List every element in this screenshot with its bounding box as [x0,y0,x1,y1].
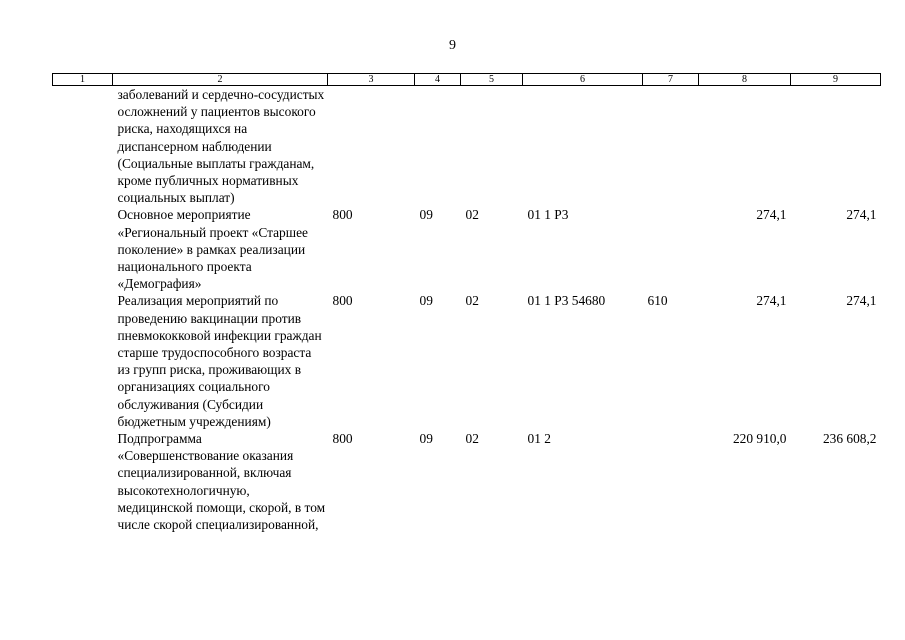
cell-index [53,86,113,207]
column-header-5: 5 [461,74,523,86]
column-header-7: 7 [643,74,699,86]
table-body [53,86,881,534]
cell-name: заболеваний и сердечно-сосудистых осложнений у пациентов высокого риска, находящихся на диспансерном наблюдении (Социальные выплаты гражданам, кроме публичных нормативных социальных выплат) [117,87,325,206]
cell-expense-type [643,86,699,207]
cell-target-article: 01 1 P3 54680 [527,293,606,309]
cell-amount-2: 274,1 [846,207,877,223]
cell-ministry-code: 800 [332,431,353,447]
header-row [53,74,881,86]
cell-subsection [461,86,523,207]
cell-expense-type [643,430,699,533]
cell-index [53,206,113,292]
budget-table [52,73,881,533]
cell-section: 09 [419,207,433,223]
table-row [53,86,881,207]
cell-index [53,292,113,430]
cell-amount-1: 274,1 [756,293,787,309]
column-header-3: 3 [328,74,415,86]
cell-amount-1: 274,1 [756,207,787,223]
cell-name: Подпрограмма «Совершенствование оказания специализированной, включая высокотехнологичную, медицинской помощи, скорой, в том числе скорой специализированной, [117,431,326,533]
column-header-6: 6 [523,74,643,86]
cell-expense-type: 610 [647,293,668,309]
cell-section: 09 [419,293,433,309]
cell-section: 09 [419,431,433,447]
table-row [53,430,881,533]
column-header-2: 2 [113,74,328,86]
cell-amount-2: 236 608,2 [822,431,877,447]
cell-subsection: 02 [465,293,479,309]
cell-target-article [523,86,643,207]
cell-subsection: 02 [465,207,479,223]
cell-amount-2 [791,86,881,207]
page-number: 9 [449,38,456,53]
cell-amount-2: 274,1 [846,293,877,309]
cell-section [415,86,461,207]
table-row [53,206,881,292]
cell-ministry-code [328,86,415,207]
cell-expense-type [643,206,699,292]
cell-target-article: 01 1 P3 [527,207,569,223]
cell-amount-1 [699,86,791,207]
cell-index [53,430,113,533]
cell-amount-1: 220 910,0 [732,431,787,447]
column-header-9: 9 [791,74,881,86]
column-header-4: 4 [415,74,461,86]
cell-name: Реализация мероприятий по проведению вакцинации против пневмококковой инфекции граждан старше трудоспособного возраста из групп риска, проживающих в организациях социального обслуживания (Субсидии бюджетным учреждениям) [117,293,322,429]
cell-ministry-code: 800 [332,207,353,223]
table-row [53,292,881,430]
cell-subsection: 02 [465,431,479,447]
cell-ministry-code: 800 [332,293,353,309]
column-header-1: 1 [53,74,113,86]
cell-target-article: 01 2 [527,431,551,447]
cell-name: Основное мероприятие «Региональный проект «Старшее поколение» в рамках реализации национального проекта «Демография» [117,207,308,292]
table-header [53,74,881,86]
column-header-8: 8 [699,74,791,86]
